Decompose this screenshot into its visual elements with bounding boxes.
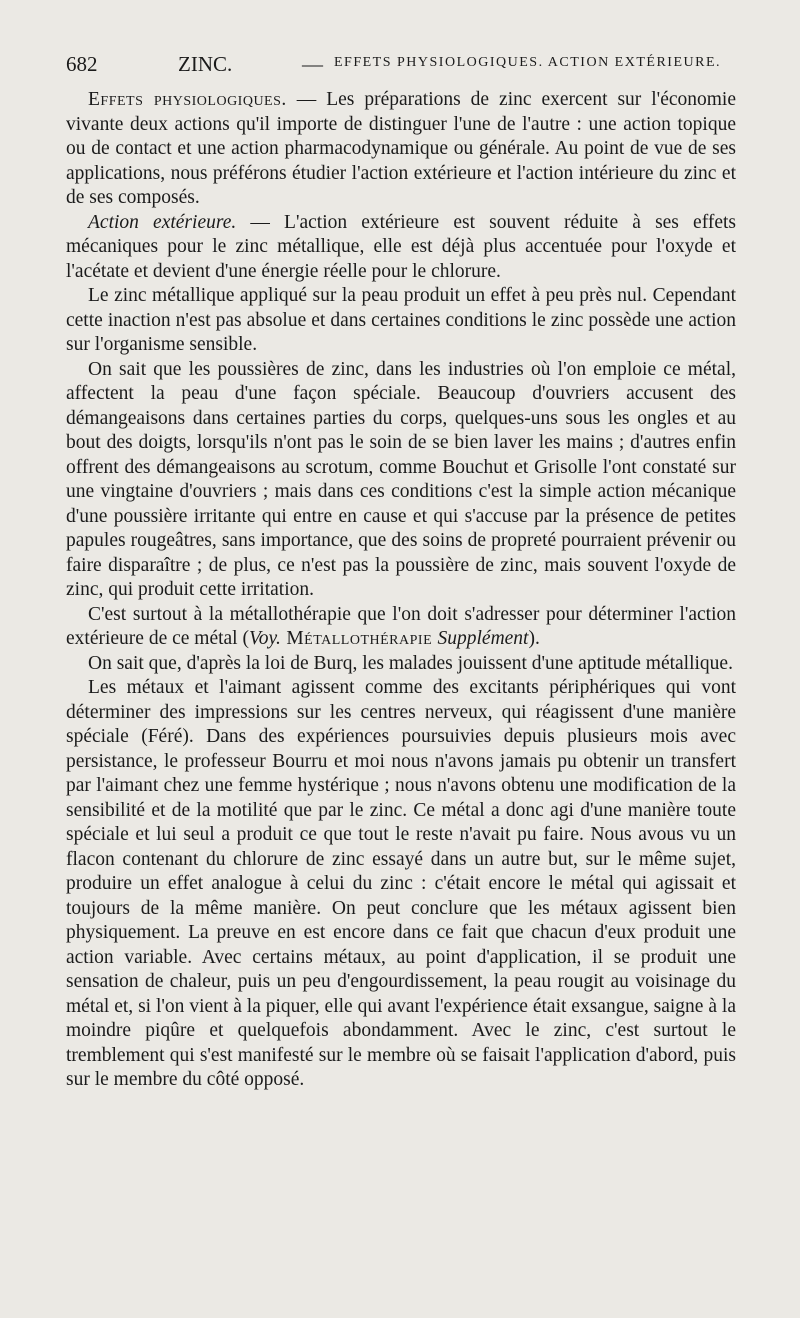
- cross-reference-title: Métallothérapie: [280, 628, 438, 649]
- header-section: EFFETS PHYSIOLOGIQUES. ACTION EXTÉRIEURE.: [334, 55, 721, 70]
- subsection-heading: Action extérieure.: [88, 211, 237, 233]
- header-dash: —: [302, 52, 323, 76]
- paragraph: Le zinc métallique appliqué sur la peau produit un effet à peu près nul. Cependant cette inaction n'est pas absolue et dans certaines conditions le zinc possède une action sur l'organisme sensible.: [66, 285, 736, 355]
- cross-reference-supplement: Supplément: [437, 628, 529, 649]
- paragraph: [66, 211, 736, 285]
- paragraph: [66, 88, 736, 211]
- section-heading: Effets physiologiques.: [88, 89, 287, 110]
- paragraph-text: — L'action extérieure est souvent réduite à ses effets mécaniques pour le zinc métallique, elle est déjà plus accentuée pour l'oxyde et l'acétate et devient d'une énergie réelle pour le chlorure.: [66, 211, 736, 282]
- body-text: [66, 88, 736, 1093]
- page-number: 682: [66, 52, 98, 76]
- paragraph: On sait que les poussières de zinc, dans les industries où l'on emploie ce métal, affectent la peau d'une façon spéciale. Beaucoup d'ouvriers accusent des démangeaisons dans certaines parties du corps, quelques-uns sous les ongles et au bout des doigts, lorsqu'ils n'ont pas le soin de se bien laver les mains ; d'autres enfin offrent des démangeaisons au scrotum, comme Bouchut et Grisolle l'ont constaté sur une vingtaine d'ouvriers ; mais dans ces conditions c'est la simple action mécanique d'une poussière irritante qui entre en cause et qui s'accuse par la présence de petites papules rougeâtres, sans importance, que des soins de propreté pourraient prévenir ou faire disparaître ; de plus, ce n'est pas la poussière de zinc, mais souvent l'oxyde de zinc, qui produit cette irritation.: [66, 358, 736, 600]
- running-header: [66, 52, 736, 86]
- paragraph-text: — Les préparations de zinc exercent sur l'économie vivante deux actions qu'il importe de distinguer l'une de l'autre : une action topique ou de contact et une action pharmacodynamique ou générale. Au point de vue de ses applications, nous préférons étudier l'action extérieure et l'action intérieure du zinc et de ses composés.: [66, 89, 736, 208]
- paragraph-text: C'est surtout à la métallothérapie que l'on doit s'adresser pour déterminer l'action extérieure de ce métal (: [66, 603, 736, 649]
- paragraph: [66, 603, 736, 652]
- cross-reference-voy: Voy.: [248, 628, 281, 649]
- paragraph: On sait que, d'après la loi de Burq, les malades jouissent d'une aptitude métallique.: [88, 652, 733, 674]
- paragraph-text-end: ).: [528, 628, 540, 649]
- header-title: ZINC.: [178, 52, 233, 76]
- paragraph: Les métaux et l'aimant agissent comme des excitants périphériques qui vont déterminer des impressions sur les centres nerveux, qui réagissent d'une manière spéciale (Féré). Dans des expériences poursuivies depuis plusieurs mois avec persistance, le professeur Bourru et moi nous n'avons jamais pu obtenir un transfert par l'aimant chez une femme hystérique ; nous n'avons obtenu une modification de la sensibilité et de la motilité que par le zinc. Ce métal a donc agi d'une manière toute spéciale et lui seul a produit ce que tout le reste n'avait pu faire. Nous avous vu un flacon contenant du chlorure de zinc essayé dans un autre but, sur le même sujet, produire un effet analogue à celui du zinc : c'était encore le métal qui agissait et toujours de la même manière. On peut conclure que les métaux agissent bien physiquement. La preuve en est encore dans ce fait que chacun d'eux produit une action variable. Avec certains métaux, au point d'application, il se produit une sensation de chaleur, puis un peu d'engourdissement, la peau rougit au voisinage du métal et, si l'on vient à la piquer, elle qui avant l'expérience était exsangue, saigne à la moindre piqûre et quelquefois abondamment. Avec le zinc, c'est surtout le tremblement qui s'est manifesté sur le membre où se faisait l'application d'abord, puis sur le membre du côté opposé.: [66, 677, 736, 1090]
